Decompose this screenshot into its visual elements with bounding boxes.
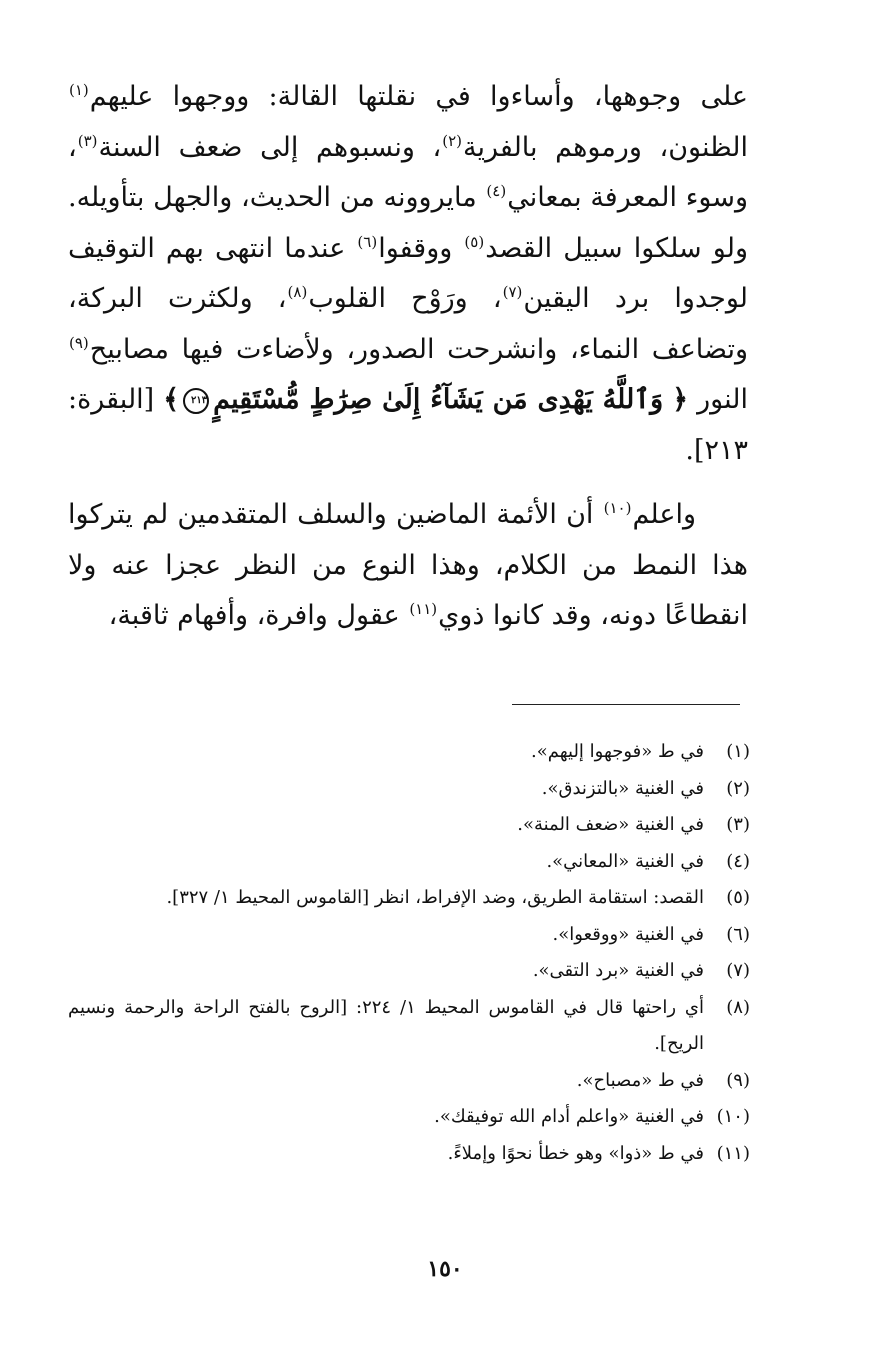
footnote-text: في الغنية «المعاني».: [546, 850, 704, 872]
text-run: ، ولكثرت البركة، وتضاعف النماء، وانشرحت الصدور، ولأضاءت فيها مصابيح: [68, 283, 748, 365]
footnote-item: [68, 807, 750, 844]
footnote-ref-9[interactable]: (٩): [69, 333, 89, 352]
text-run: عقول وافرة، وأفهام ثاقبة،: [108, 600, 409, 631]
footnote-item: [68, 1063, 750, 1100]
footnote-text: في الغنية «ضعف المنة».: [517, 814, 704, 835]
footnote-item: [68, 734, 750, 771]
text-run: أن الأئمة الماضين والسلف المتقدمين لم يتركوا هذا النمط من الكلام، وهذا النوع من النظر عجزا عنه ولا انقطاعًا دونه، وقد كانوا ذوي: [68, 499, 748, 631]
text-run: واعلم: [632, 499, 696, 530]
footnote-ref-6[interactable]: (٦): [357, 232, 378, 251]
footnote-number: (٦): [726, 923, 750, 945]
footnote-number: (٤): [726, 850, 750, 872]
footnote-item: [68, 771, 750, 808]
footnote-item: [68, 990, 750, 1063]
text-run: النور: [697, 384, 748, 415]
footnote-number: (٧): [726, 960, 750, 981]
footnote-item: [68, 844, 750, 881]
footnote-text: في الغنية «ووقعوا».: [552, 923, 704, 945]
footnote-ref-4[interactable]: (٤): [486, 182, 507, 200]
footnote-ref-10[interactable]: (١٠): [603, 499, 632, 517]
footnote-ref-3[interactable]: (٣): [77, 131, 98, 150]
footnote-text: في ط «ذوا» وهو خطأ نحوًا وإملاءً.: [447, 1142, 704, 1164]
footnote-number: (١): [726, 741, 750, 762]
text-run: ، ورَوْح القلوب: [308, 283, 502, 314]
quran-bracket-open: ﴿: [672, 384, 689, 415]
quran-bracket-close: ﴾: [163, 384, 180, 415]
quran-citation: [البقرة: ٢١٣].: [68, 384, 748, 466]
footnote-number: (١٠): [716, 1106, 750, 1127]
paragraph-2: [68, 490, 748, 642]
footnote-ref-7[interactable]: (٧): [502, 283, 523, 301]
text-run: عندما انتهى بهم التوقيف لوجدوا برد اليقين: [68, 232, 749, 314]
footnotes-list: [68, 734, 750, 1172]
quran-verse: وَٱللَّهُ يَهْدِى مَن يَشَآءُ إِلَىٰ صِرَٰطٍ مُّسْتَقِيمٍ: [213, 384, 664, 415]
footnote-number: (٨): [726, 996, 750, 1018]
footnote-item: [68, 1099, 750, 1136]
footnote-number: (٩): [726, 1069, 750, 1091]
footnote-number: (٣): [726, 814, 750, 835]
footnote-number: (٥): [726, 887, 750, 908]
footnote-item: [68, 953, 750, 990]
footnote-number: (١١): [716, 1142, 750, 1164]
page-number: ١٥٠: [427, 1256, 463, 1282]
footnote-text: في الغنية «برد التقى».: [532, 960, 704, 981]
footnote-ref-11[interactable]: (١١): [409, 600, 438, 618]
text-run: مايروونه من الحديث، والجهل بتأويله. ولو سلكوا سبيل القصد: [68, 182, 748, 264]
footnote-ref-8[interactable]: (٨): [287, 283, 308, 301]
footnote-item: [68, 880, 750, 917]
paragraph-1: [68, 72, 748, 476]
footnote-ref-1[interactable]: (١): [69, 81, 89, 99]
text-run: على وجوهها، وأساءوا في نقلتها القالة: ووجهوا عليهم: [89, 81, 748, 112]
text-run: ووقفوا: [378, 232, 464, 264]
main-text: [68, 72, 748, 642]
footnote-text: في ط «فوجهوا إليهم».: [531, 741, 704, 762]
text-run: ، ونسبوهم إلى ضعف السنة: [98, 131, 442, 163]
footnote-item: [68, 1136, 750, 1173]
footnote-text: القصد: استقامة الطريق، وضد الإفراط، انظر [القاموس المحيط ١/ ٣٢٧].: [166, 887, 704, 908]
footnote-text: في الغنية «واعلم أدام الله توفيقك».: [434, 1106, 704, 1127]
footnote-divider: [512, 704, 740, 705]
footnote-ref-2[interactable]: (٢): [442, 131, 463, 150]
text-run: ، وسوء المعرفة بمعاني: [68, 131, 748, 213]
footnote-number: (٢): [726, 777, 750, 799]
ayah-number-marker: ٢١٣: [183, 388, 209, 414]
text-run: الظنون، ورموهم بالفرية: [463, 131, 749, 163]
footnote-ref-5[interactable]: (٥): [464, 232, 485, 251]
footnote-item: [68, 917, 750, 954]
footnote-text: في الغنية «بالتزندق».: [541, 777, 704, 799]
footnote-text: أي راحتها قال في القاموس المحيط ١/ ٢٢٤: [الروح بالفتح الراحة والرحمة ونسيم الريح].: [68, 996, 705, 1054]
footnote-text: في ط «مصباح».: [576, 1069, 704, 1091]
